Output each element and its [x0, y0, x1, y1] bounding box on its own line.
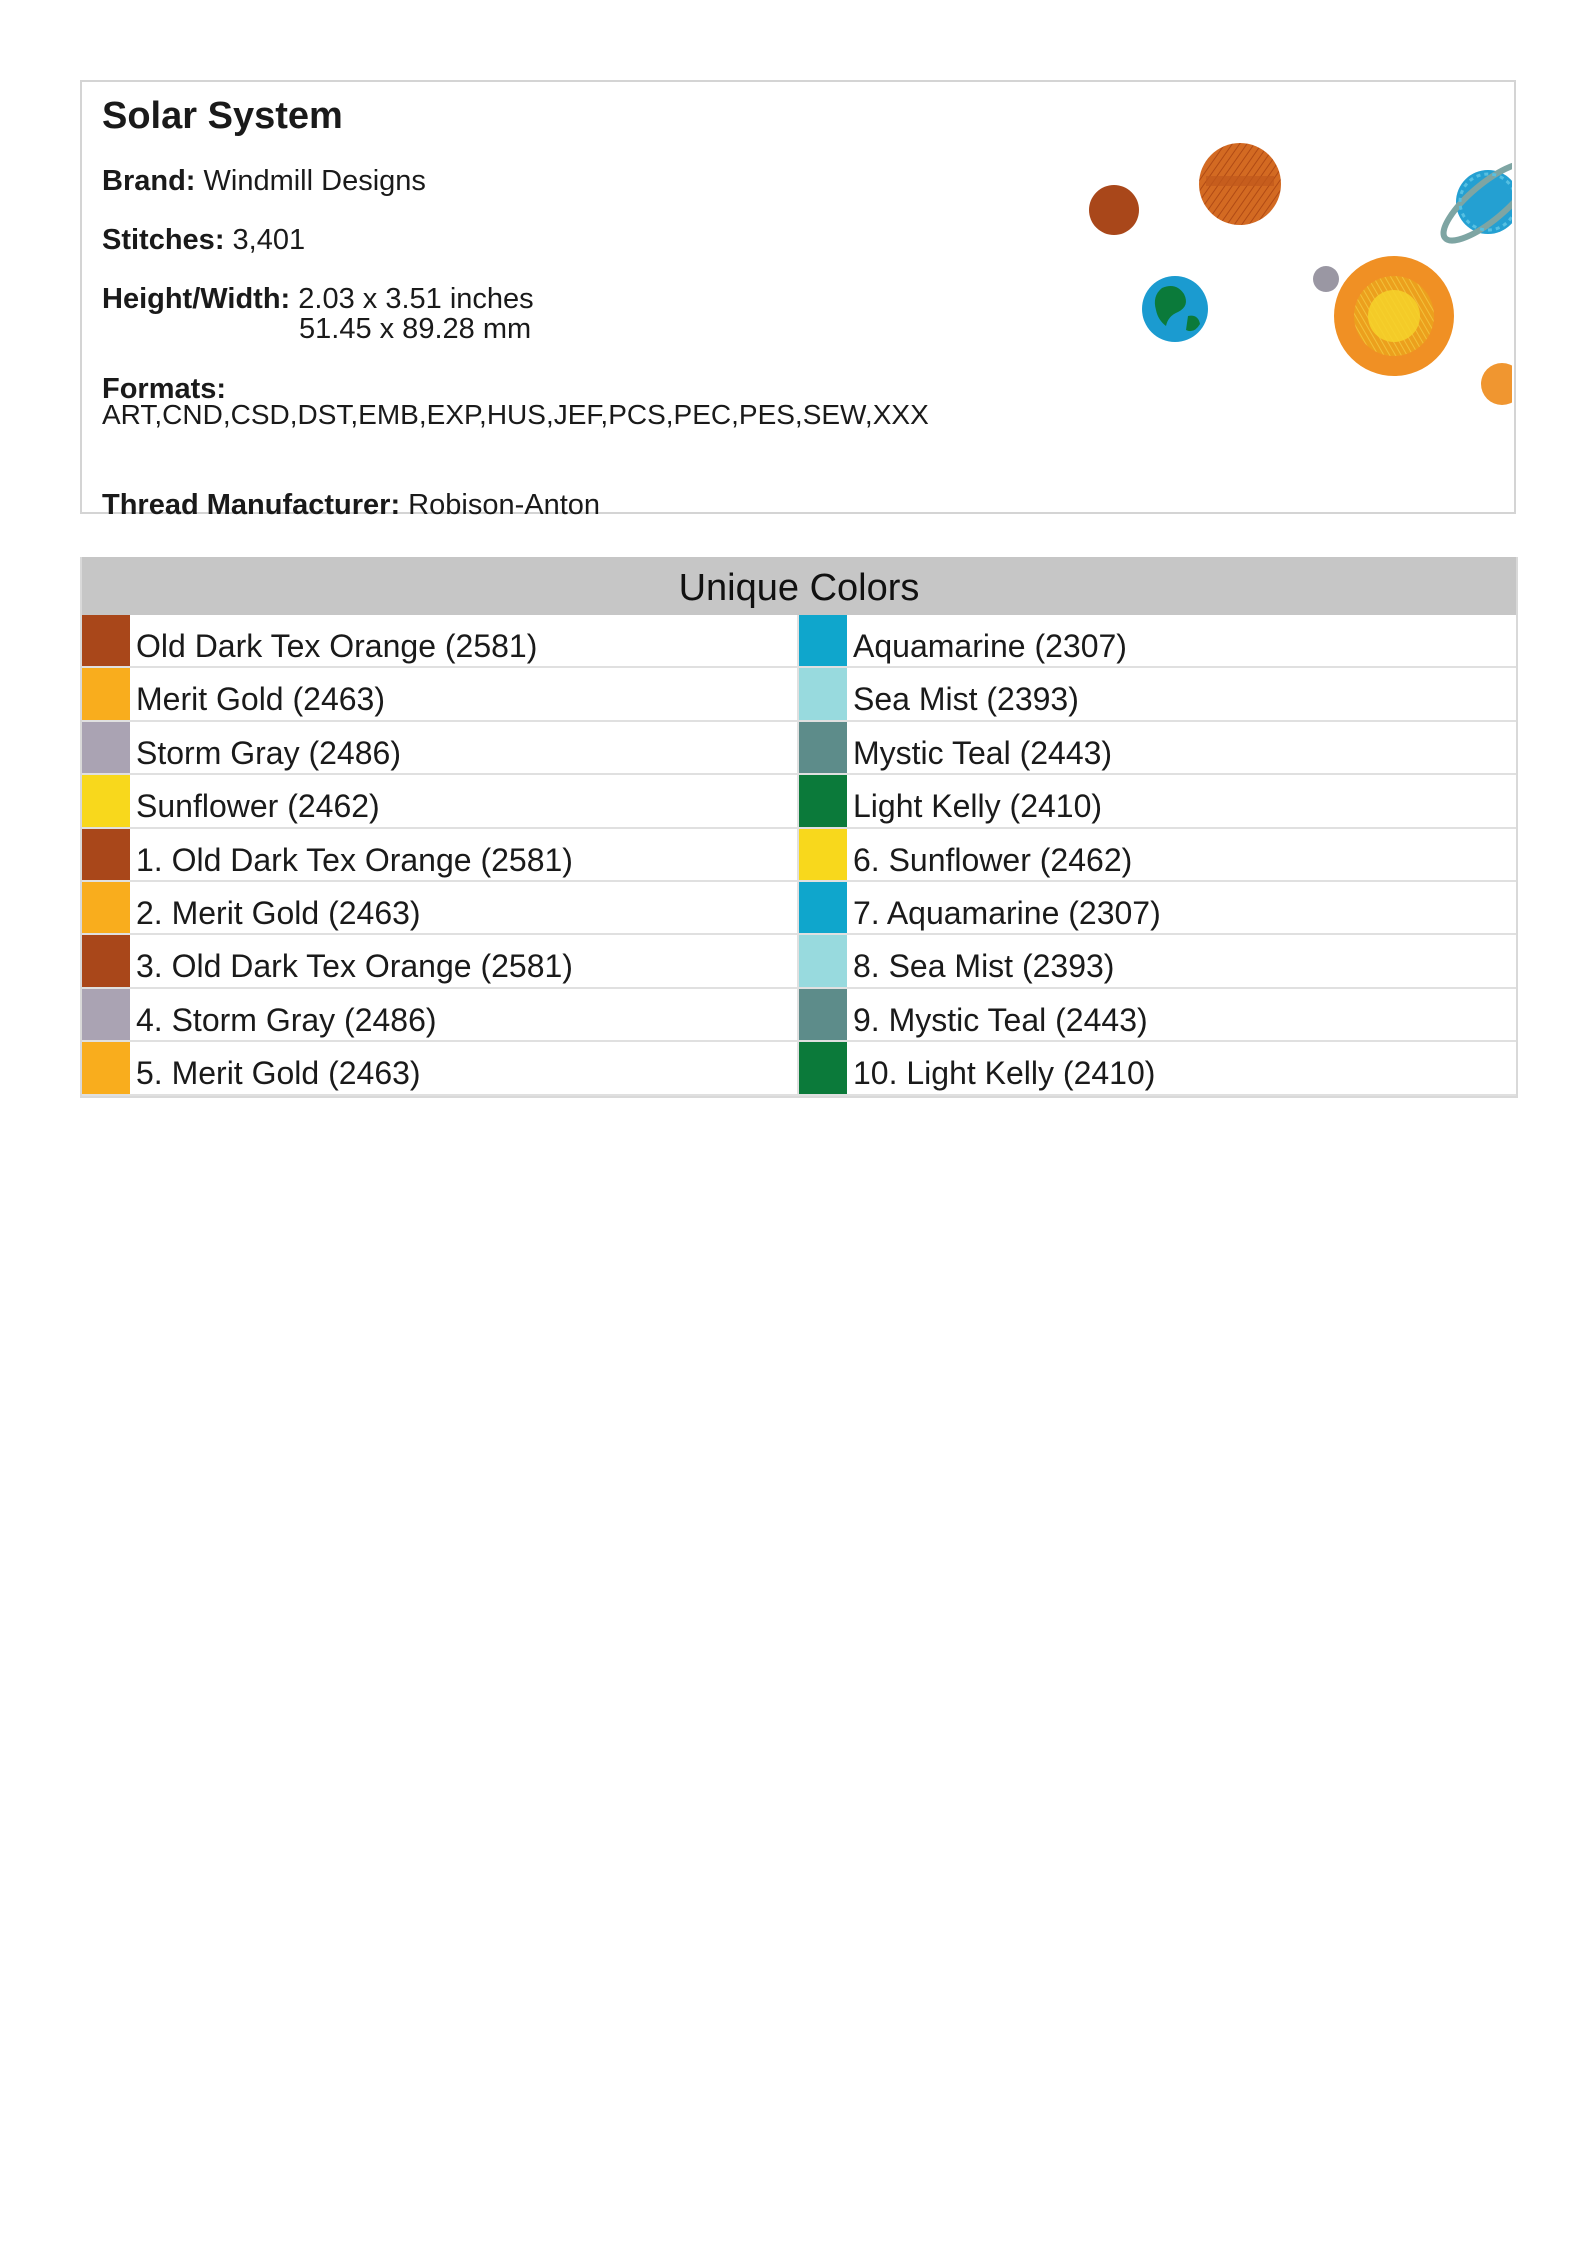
color-name: Sunflower (2462)	[136, 788, 380, 825]
brand-row	[102, 164, 426, 198]
color-row	[82, 829, 799, 882]
moon-planet	[1313, 266, 1339, 292]
design-info-panel	[80, 80, 1516, 521]
formats-label: Formats:	[102, 373, 227, 405]
color-row	[82, 882, 799, 935]
color-name: 8. Sea Mist (2393)	[853, 948, 1115, 985]
design-title: Solar System	[102, 95, 343, 137]
brand-label: Brand:	[102, 165, 196, 197]
color-row	[82, 615, 799, 668]
unique-colors-table	[80, 557, 1518, 1098]
color-name: 5. Merit Gold (2463)	[136, 1055, 421, 1092]
color-swatch	[799, 989, 847, 1040]
height-width-label: Height/Width:	[102, 283, 291, 315]
brand-value: Windmill Designs	[203, 165, 426, 197]
design-preview-image	[1012, 102, 1512, 482]
thread-manufacturer-row	[102, 488, 600, 522]
color-name: Merit Gold (2463)	[136, 681, 385, 718]
color-row	[82, 989, 799, 1042]
color-swatch	[799, 935, 847, 986]
color-swatch	[799, 668, 847, 719]
height-width-mm: 51.45 x 89.28 mm	[299, 313, 532, 345]
unique-colors-header: Unique Colors	[82, 557, 1516, 615]
sun-planet	[1334, 256, 1454, 376]
color-swatch	[82, 935, 130, 986]
height-width-inches: 2.03 x 3.51 inches	[298, 283, 534, 315]
stitches-row	[102, 223, 305, 257]
color-name: Aquamarine (2307)	[853, 628, 1127, 664]
formats-value: ART,CND,CSD,DST,EMB,EXP,HUS,JEF,PCS,PEC,PES,SEW,XXX	[102, 399, 929, 430]
color-swatch	[82, 989, 130, 1040]
color-swatch	[799, 882, 847, 933]
color-row	[82, 935, 799, 988]
color-row	[799, 989, 1516, 1042]
color-swatch	[799, 615, 847, 666]
color-swatch	[799, 722, 847, 773]
color-name: 10. Light Kelly (2410)	[853, 1055, 1156, 1092]
color-row	[82, 722, 799, 775]
color-swatch	[82, 829, 130, 880]
color-row	[82, 775, 799, 828]
color-name: 4. Storm Gray (2486)	[136, 1001, 437, 1038]
color-column-right	[799, 615, 1516, 1096]
color-swatch	[799, 775, 847, 826]
design-details	[102, 90, 1032, 521]
color-swatch	[82, 668, 130, 719]
earth-planet	[1142, 276, 1208, 342]
color-row	[82, 1042, 799, 1095]
solar-system-embroidery	[1012, 102, 1512, 482]
color-name: Light Kelly (2410)	[853, 788, 1103, 825]
color-column-left	[82, 615, 799, 1096]
color-name: 1. Old Dark Tex Orange (2581)	[136, 841, 573, 878]
color-swatch	[82, 1042, 130, 1093]
color-grid	[82, 615, 1516, 1096]
color-row	[799, 1042, 1516, 1095]
small-orange-planet	[1481, 363, 1512, 405]
color-swatch	[82, 722, 130, 773]
stitches-value: 3,401	[232, 224, 306, 256]
thread-manufacturer-label: Thread Manufacturer:	[102, 489, 401, 521]
color-name: Old Dark Tex Orange (2581)	[136, 628, 538, 664]
color-swatch	[82, 615, 130, 666]
color-name: Mystic Teal (2443)	[853, 734, 1113, 771]
saturn-planet	[1434, 152, 1512, 252]
color-swatch	[82, 775, 130, 826]
color-row	[799, 882, 1516, 935]
mars-planet	[1089, 185, 1139, 235]
color-name: 2. Merit Gold (2463)	[136, 894, 421, 931]
color-name: Storm Gray (2486)	[136, 734, 401, 771]
color-row	[799, 615, 1516, 668]
color-name: 3. Old Dark Tex Orange (2581)	[136, 948, 573, 985]
stitches-label: Stitches:	[102, 224, 225, 256]
color-swatch	[82, 882, 130, 933]
color-row	[799, 829, 1516, 882]
color-row	[799, 668, 1516, 721]
color-row	[799, 722, 1516, 775]
color-row	[799, 775, 1516, 828]
color-swatch	[799, 1042, 847, 1093]
color-name: 7. Aquamarine (2307)	[853, 894, 1161, 931]
thread-manufacturer-value: Robison-Anton	[408, 489, 601, 521]
color-row	[799, 935, 1516, 988]
color-name: 6. Sunflower (2462)	[853, 841, 1133, 878]
height-width-row	[102, 282, 534, 316]
color-row	[82, 668, 799, 721]
color-name: Sea Mist (2393)	[853, 681, 1079, 718]
color-swatch	[799, 829, 847, 880]
color-name: 9. Mystic Teal (2443)	[853, 1001, 1148, 1038]
